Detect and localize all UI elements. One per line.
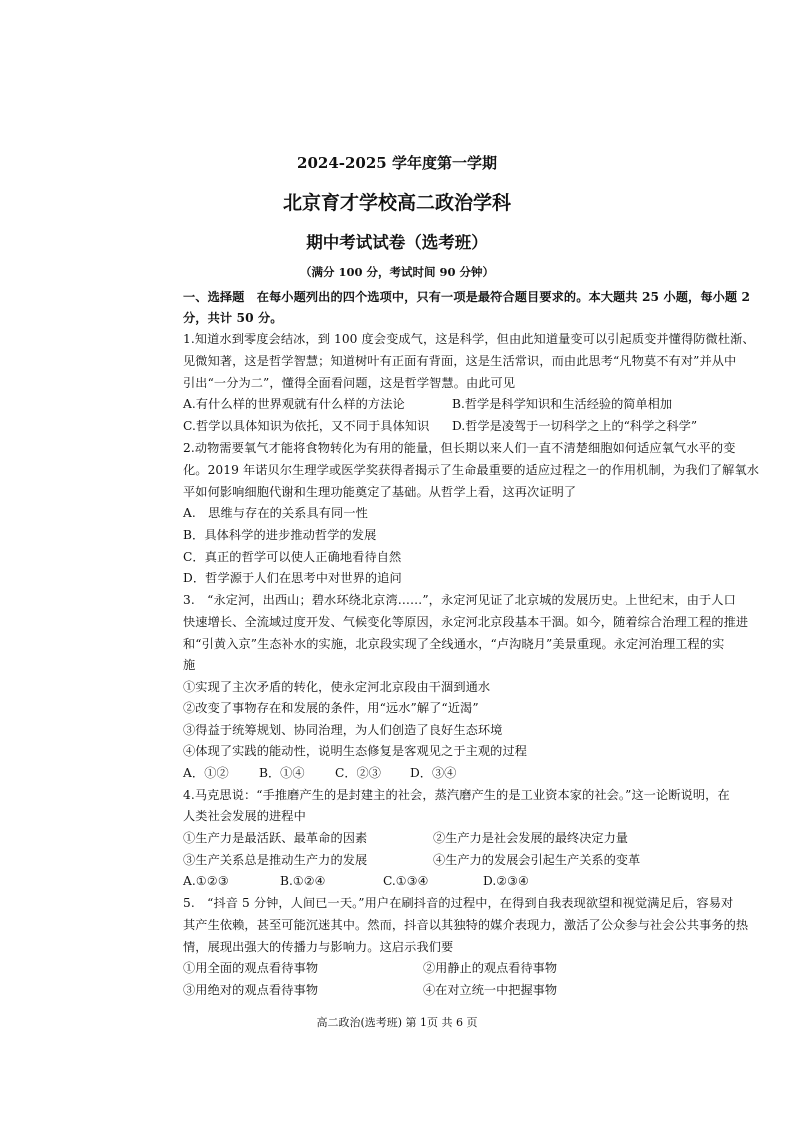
q2-option-a: A. 思维与存在的关系具有同一性 xyxy=(183,506,368,520)
school-title: 北京育才学校高二政治学科 xyxy=(282,192,511,214)
q1-option-b: B.哲学是科学知识和生活经验的简单相加 xyxy=(452,397,673,411)
q4-statement-3: ③生产关系总是推动生产力的发展 xyxy=(183,853,368,867)
q3-stem: 施 xyxy=(183,658,196,672)
exam-title: 期中考试试卷（选考班） xyxy=(306,233,488,252)
q2-stem: 化。2019 年诺贝尔生理学或医学奖获得者揭示了生命最重要的适应过程之一的作用机制，为我们了解氧水 xyxy=(183,463,760,477)
q3-statement-2: ②改变了事物存在和发展的条件，用“远水”解了“近渴” xyxy=(183,701,479,715)
q1-option-a: A.有什么样的世界观就有什么样的方法论 xyxy=(183,397,405,411)
q2-option-d: D．哲学源于人们在思考中对世界的追问 xyxy=(183,571,402,585)
q2-stem: 平如何影响细胞代谢和生理功能奠定了基础。从哲学上看，这再次证明了 xyxy=(183,485,577,499)
q5-statement-2: ②用静止的观点看待事物 xyxy=(423,961,558,975)
page-footer: 高二政治(选考班) 第 1页 共 6 页 xyxy=(316,1016,478,1029)
q3-stem: 3. “永定河，出西山；碧水环绕北京湾……”，永定河见证了北京城的发展历史。上世纪末，由于人口 xyxy=(183,593,736,607)
q4-option-b: B.①②④ xyxy=(280,874,326,888)
q4-option-c: C.①③④ xyxy=(383,874,429,888)
q1-option-c: C.哲学以具体知识为依托，又不同于具体知识 xyxy=(183,419,430,433)
q1-stem: 引出“一分为二”，懂得全面看问题，这是哲学智慧。由此可见 xyxy=(183,376,516,390)
q4-option-d: D.②③④ xyxy=(483,874,529,888)
q2-option-c: C．真正的哲学可以使人正确地看待自然 xyxy=(183,550,402,564)
term-title: 2024-2025 学年度第一学期 xyxy=(297,154,497,172)
exam-info: （满分 100 分，考试时间 90 分钟） xyxy=(299,265,495,279)
q3-option-d: D．③④ xyxy=(410,766,457,780)
q4-stem: 4.马克思说：“手推磨产生的是封建主的社会，蒸汽磨产生的是工业资本家的社会。”这一论断说明，在 xyxy=(183,788,730,802)
section-heading: 一、选择题 在每小题列出的四个选项中，只有一项是最符合题目要求的。本大题共 25 小题，每小题 2 xyxy=(183,290,751,304)
q4-statement-2: ②生产力是社会发展的最终决定力量 xyxy=(433,831,628,845)
q5-statement-1: ①用全面的观点看待事物 xyxy=(183,961,319,975)
q3-option-c: C．②③ xyxy=(335,766,381,780)
q5-stem: 5. “抖音 5 分钟，人间已一天。”用户在刷抖音的过程中，在得到自我表现欲望和视觉满足后，容易对 xyxy=(183,896,734,910)
q2-option-b: B．具体科学的进步推动哲学的发展 xyxy=(183,528,377,542)
q5-stem: 情，展现出强大的传播力与影响力。这启示我们要 xyxy=(183,940,454,954)
q3-option-a: A．①② xyxy=(183,766,229,780)
q1-stem: 1.知道水到零度会结冰，到 100 度会变成气，这是科学，但由此知道量变可以引起质变并懂得防微杜渐、 xyxy=(183,332,755,346)
section-heading-cont: 分，共计 50 分。 xyxy=(183,311,283,325)
q4-option-a: A.①②③ xyxy=(183,874,229,888)
q3-statement-1: ①实现了主次矛盾的转化，使永定河北京段由干涸到通水 xyxy=(183,680,491,694)
q4-statement-4: ④生产力的发展会引起生产关系的变革 xyxy=(433,853,641,867)
q5-stem: 其产生依赖，甚至可能沉迷其中。然而，抖音以其独特的媒介表现力，激活了公众参与社会公共事务的热 xyxy=(183,918,749,932)
q3-stem: 快速增长、全流域过度开发、气候变化等原因，永定河北京段基本干涸。如今，随着综合治理工程的推进 xyxy=(183,615,749,629)
q5-statement-3: ③用绝对的观点看待事物 xyxy=(183,983,319,997)
q1-option-d: D.哲学是凌驾于一切科学之上的“科学之科学” xyxy=(452,419,698,433)
q2-stem: 2.动物需要氧气才能将食物转化为有用的能量，但长期以来人们一直不清楚细胞如何适应氧气水平的变 xyxy=(183,441,736,455)
q4-stem: 人类社会发展的进程中 xyxy=(183,809,306,823)
q1-stem: 见微知著，这是哲学智慧；知道树叶有正面有背面，这是生活常识，而由此思考“凡物莫不有对”并从中 xyxy=(183,354,737,368)
q3-statement-4: ④体现了实践的能动性，说明生态修复是客观见之于主观的过程 xyxy=(183,744,528,758)
q5-statement-4: ④在对立统一中把握事物 xyxy=(423,983,558,997)
q3-stem: 和“引黄入京”生态补水的实施，北京段实现了全线通水，“卢沟晓月”美景重现。永定河治理工程的实 xyxy=(183,637,725,651)
q3-statement-3: ③得益于统筹规划、协同治理，为人们创造了良好生态环境 xyxy=(183,723,503,737)
q3-option-b: B．①④ xyxy=(259,766,305,780)
q4-statement-1: ①生产力是最活跃、最革命的因素 xyxy=(183,831,368,845)
